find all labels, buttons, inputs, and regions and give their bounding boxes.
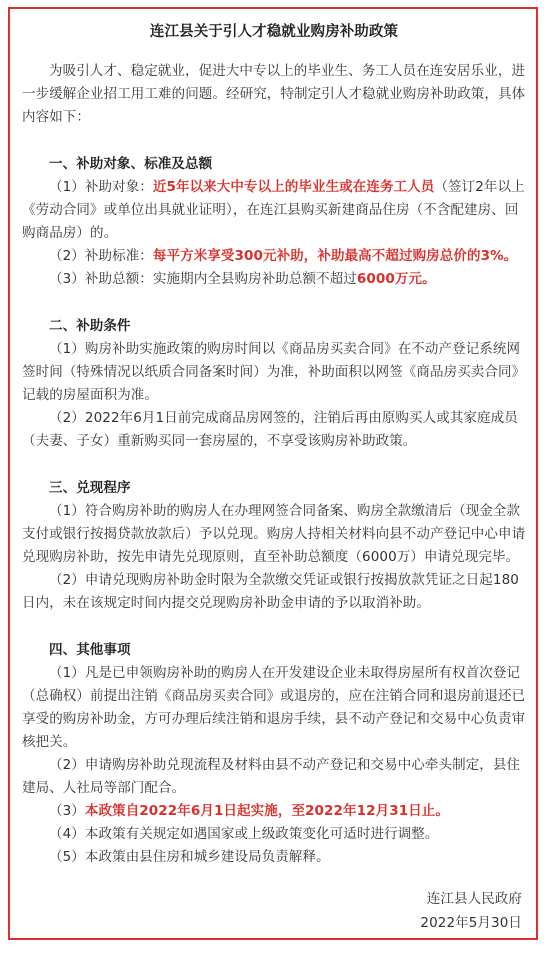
paragraph-text: （5）本政策由县住房和城乡建设局负责解释。 xyxy=(49,849,330,865)
paragraph-text: （3）补助总额：实施期内全县购房补助总额不超过 xyxy=(49,271,357,287)
highlighted-text: 6000万元。 xyxy=(356,271,436,287)
section-paragraph xyxy=(22,245,526,268)
paragraph-text: （1）符合购房补助的购房人在办理网签合同备案、购房全款缴清后（现金全款支付或银行按揭贷款放款后）予以兑现。购房人持相关材料向县不动产登记中心申请兑现购房补助，按先申请先兑现原则，直至补助总额度（6000万）申请兑现完毕。 xyxy=(22,503,526,565)
document-title: 连江县关于引人才稳就业购房补助政策 xyxy=(149,24,399,40)
section-heading: 二、补助条件 xyxy=(49,318,131,334)
section-paragraph xyxy=(22,800,526,823)
section-heading: 一、补助对象、标准及总额 xyxy=(49,156,213,172)
paragraph-text: （2）补助标准： xyxy=(49,248,153,264)
section-paragraph xyxy=(22,754,526,800)
highlighted-text: 本政策自2022年6月1日起实施，至2022年12月31日止。 xyxy=(84,803,449,819)
highlighted-text: 每平方米享受300元补助，补助最高不超过购房总价的3%。 xyxy=(152,248,518,264)
intro-paragraph: 为吸引人才、稳定就业，促进大中专以上的毕业生、务工人员在连安居乐业，进一步缓解企业招工用工难的问题。经研究，特制定引人才稳就业购房补助政策，具体内容如下： xyxy=(22,63,526,125)
section-paragraph xyxy=(22,268,526,291)
paragraph-text: （签订2年以上《劳动合同》或单位出具就业证明），在连江县购买新建商品住房（不含配建房、回购商品房）的。 xyxy=(22,179,525,241)
highlighted-text: 近5年以来大中专以上的毕业生或在连务工人员 xyxy=(152,179,435,195)
paragraph-text: （1）购房补助实施政策的购房时间以《商品房买卖合同》在不动产登记系统网签时间（特殊情况以纸质合同备案时间）为准，补助面积以网签《商品房买卖合同》记载的房屋面积为准。 xyxy=(22,341,526,403)
paragraph-text: （3） xyxy=(49,803,85,819)
section-paragraph xyxy=(22,500,526,569)
section-paragraph xyxy=(22,823,526,846)
section-heading: 四、其他事项 xyxy=(49,642,131,658)
paragraph-text: （2）申请购房补助兑现流程及材料由县不动产登记和交易中心牵头制定，县住建局、人社局等部门配合。 xyxy=(22,757,521,796)
section-paragraph xyxy=(22,569,526,615)
section-paragraph xyxy=(22,662,526,754)
policy-document xyxy=(22,20,526,935)
paragraph-text: （4）本政策有关规定如遇国家或上级政策变化可适时进行调整。 xyxy=(49,826,439,842)
paragraph-text: （1）凡是已申领购房补助的购房人在开发建设企业未取得房屋所有权首次登记（总确权）前提出注销《商品房买卖合同》或退房的，应在注销合同和退房前退还已享受的购房补助金，方可办理后续注销和退房手续，县不动产登记和交易中心负责审核把关。 xyxy=(22,665,526,750)
section-paragraph xyxy=(22,338,526,407)
section-paragraph xyxy=(22,407,526,453)
section-heading: 三、兑现程序 xyxy=(49,480,131,496)
signature-date: 2022年5月30日 xyxy=(420,915,522,931)
signature-org: 连江县人民政府 xyxy=(426,891,522,907)
section-paragraph xyxy=(22,846,526,869)
paragraph-text: （1）补助对象： xyxy=(49,179,153,195)
sections-container xyxy=(22,153,526,869)
section-paragraph xyxy=(22,176,526,245)
paragraph-text: （2）申请兑现购房补助金时限为全款缴交凭证或银行按揭放款凭证之日起180日内，未在该规定时间内提交兑现购房补助金申请的予以取消补助。 xyxy=(22,572,519,611)
paragraph-text: （2）2022年6月1日前完成商品房网签的，注销后再由原购买人或其家庭成员（夫妻、子女）重新购买同一套房屋的，不享受该购房补助政策。 xyxy=(22,410,518,449)
